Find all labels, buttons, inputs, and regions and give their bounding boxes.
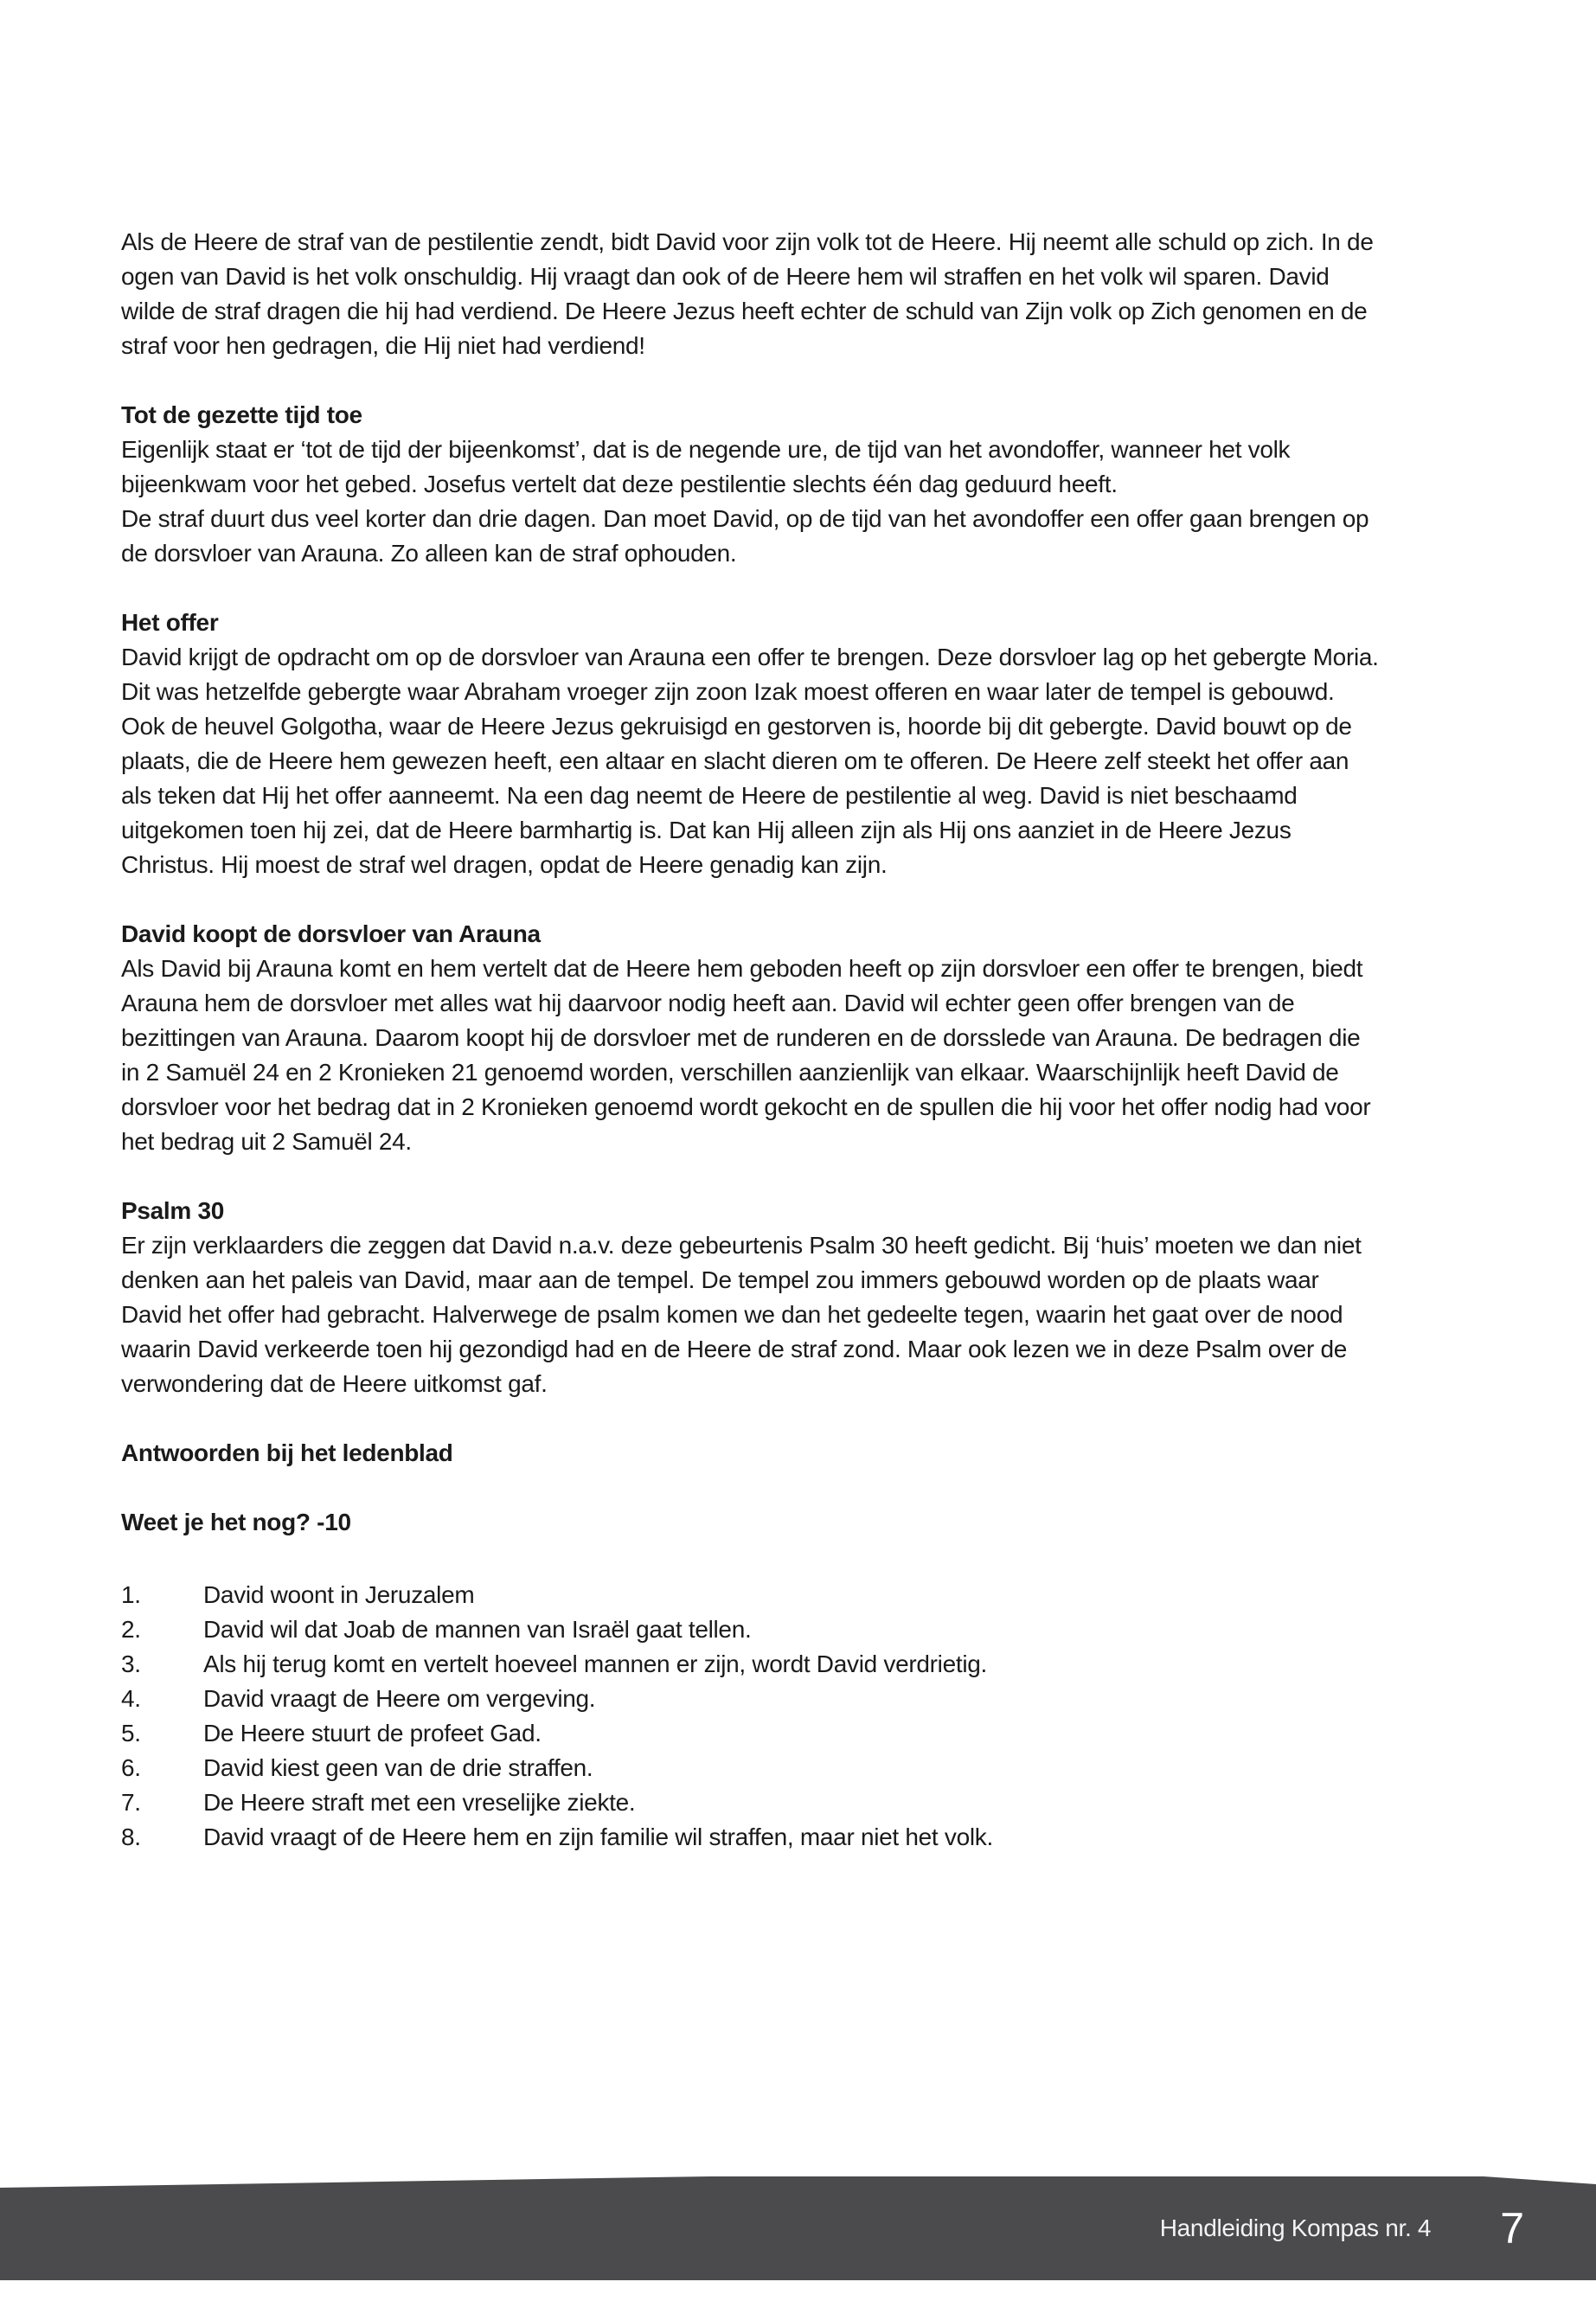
- section-intro: [121, 225, 1384, 363]
- section-het-offer: [121, 606, 1384, 882]
- answers-list: [121, 1578, 1384, 1855]
- section-heading-david-koopt-de-dorsvloer: David koopt de dorsvloer van Arauna: [121, 920, 541, 947]
- section-antwoorden-ledenblad: [121, 1436, 1384, 1471]
- list-item-text: David woont in Jeruzalem: [203, 1581, 475, 1608]
- footer-band: [0, 2176, 1596, 2280]
- section-david-koopt-de-dorsvloer: [121, 917, 1384, 1159]
- list-item: [121, 1716, 1384, 1751]
- list-item: [121, 1820, 1384, 1855]
- list-item-number: 7.: [121, 1789, 141, 1816]
- list-item-number: 2.: [121, 1616, 141, 1643]
- list-item-text: De Heere stuurt de profeet Gad.: [203, 1720, 542, 1747]
- section-heading-tot-de-gezette-tijd-toe: Tot de gezette tijd toe: [121, 401, 362, 428]
- list-item: [121, 1751, 1384, 1785]
- section-weet-je-het-nog: [121, 1505, 1384, 1540]
- section-psalm-30: [121, 1194, 1384, 1401]
- list-item: [121, 1647, 1384, 1682]
- list-item-number: 1.: [121, 1581, 141, 1608]
- section-heading-weet-je-het-nog: Weet je het nog? -10: [121, 1509, 351, 1535]
- list-item-text: De Heere straft met een vreselijke ziekte.: [203, 1789, 636, 1816]
- list-item: [121, 1578, 1384, 1612]
- list-item-number: 8.: [121, 1823, 141, 1850]
- list-item-number: 3.: [121, 1650, 141, 1677]
- footer-page-number: 7: [1500, 2204, 1524, 2253]
- list-item-text: David wil dat Joab de mannen van Israël gaat tellen.: [203, 1616, 752, 1643]
- list-item-text: Als hij terug komt en vertelt hoeveel mannen er zijn, wordt David verdrietig.: [203, 1650, 988, 1677]
- footer-label: Handleiding Kompas nr. 4: [1159, 2214, 1432, 2241]
- paragraph: Eigenlijk staat er ‘tot de tijd der bijeenkomst’, dat is de negende ure, de tijd van het avondoffer, wanneer het volk bijeenkwam voor het gebed. Josefus vertelt dat deze pestilentie slechts één dag geduurd heeft.: [121, 436, 1291, 497]
- list-item: [121, 1612, 1384, 1647]
- paragraph: David krijgt de opdracht om op de dorsvloer van Arauna een offer te brengen. Deze dorsvloer lag op het gebergte Moria. Dit was hetzelfde gebergte waar Abraham vroeger zijn zoon Izak moest offeren en waar later de tempel is gebouwd. Ook de heuvel Golgotha, waar de Heere Jezus gekruisigd en gestorven is, hoorde bij dit gebergte. David bouwt op de plaats, die de Heere hem gewezen heeft, een altaar en slacht dieren om te offeren. De Heere zelf steekt het offer aan als teken dat Hij het offer aanneemt. Na een dag neemt de Heere de pestilentie al weg. David is niet beschaamd uitgekomen toen hij zei, dat de Heere barmhartig is. Dat kan Hij alleen zijn als Hij ons aanziet in de Heere Jezus Christus. Hij moest de straf wel dragen, opdat de Heere genadig kan zijn.: [121, 644, 1379, 878]
- section-heading-het-offer: Het offer: [121, 609, 219, 636]
- section-heading-antwoorden-ledenblad: Antwoorden bij het ledenblad: [121, 1439, 453, 1466]
- paragraph: Er zijn verklaarders die zeggen dat David n.a.v. deze gebeurtenis Psalm 30 heeft gedicht. Bij ‘huis’ moeten we dan niet denken aan het paleis van David, maar aan de tempel. De tempel zou immers gebouwd worden op de plaats waar David het offer had gebracht. Halverwege de psalm komen we dan het gedeelte tegen, waarin het gaat over de nood waarin David verkeerde toen hij gezondigd had en de Heere de straf zond. Maar ook lezen we in deze Psalm over de verwondering dat de Heere uitkomst gaf.: [121, 1232, 1362, 1397]
- section-heading-psalm-30: Psalm 30: [121, 1197, 225, 1224]
- list-item-number: 4.: [121, 1685, 141, 1712]
- document-content: [121, 225, 1384, 1855]
- paragraph: Als David bij Arauna komt en hem vertelt dat de Heere hem geboden heeft op zijn dorsvloer een offer te brengen, biedt Arauna hem de dorsvloer met alles wat hij daarvoor nodig heeft aan. David wil echter geen offer brengen van de bezittingen van Arauna. Daarom koopt hij de dorsvloer met de runderen en de dorsslede van Arauna. De bedragen die in 2 Samuël 24 en 2 Kronieken 21 genoemd worden, verschillen aanzienlijk van elkaar. Waarschijnlijk heeft David de dorsvloer voor het bedrag dat in 2 Kronieken genoemd wordt gekocht en de spullen die hij voor het offer nodig had voor het bedrag uit 2 Samuël 24.: [121, 955, 1371, 1155]
- section-tot-de-gezette-tijd-toe: [121, 398, 1384, 571]
- list-item-text: David vraagt of de Heere hem en zijn familie wil straffen, maar niet het volk.: [203, 1823, 993, 1850]
- list-item: [121, 1682, 1384, 1716]
- paragraph: De straf duurt dus veel korter dan drie dagen. Dan moet David, op de tijd van het avondoffer een offer gaan brengen op de dorsvloer van Arauna. Zo alleen kan de straf ophouden.: [121, 505, 1369, 567]
- list-item-text: David vraagt de Heere om vergeving.: [203, 1685, 596, 1712]
- list-item-number: 5.: [121, 1720, 141, 1747]
- intro-paragraph: Als de Heere de straf van de pestilentie zendt, bidt David voor zijn volk tot de Heere. Hij neemt alle schuld op zich. In de ogen van David is het volk onschuldig. Hij vraagt dan ook of de Heere hem wil straffen en het volk wil sparen. David wilde de straf dragen die hij had verdiend. De Heere Jezus heeft echter de schuld van Zijn volk op Zich genomen en de straf voor hen gedragen, die Hij niet had verdiend!: [121, 228, 1374, 359]
- list-item-text: David kiest geen van de drie straffen.: [203, 1754, 593, 1781]
- list-item-number: 6.: [121, 1754, 141, 1781]
- list-item: [121, 1785, 1384, 1820]
